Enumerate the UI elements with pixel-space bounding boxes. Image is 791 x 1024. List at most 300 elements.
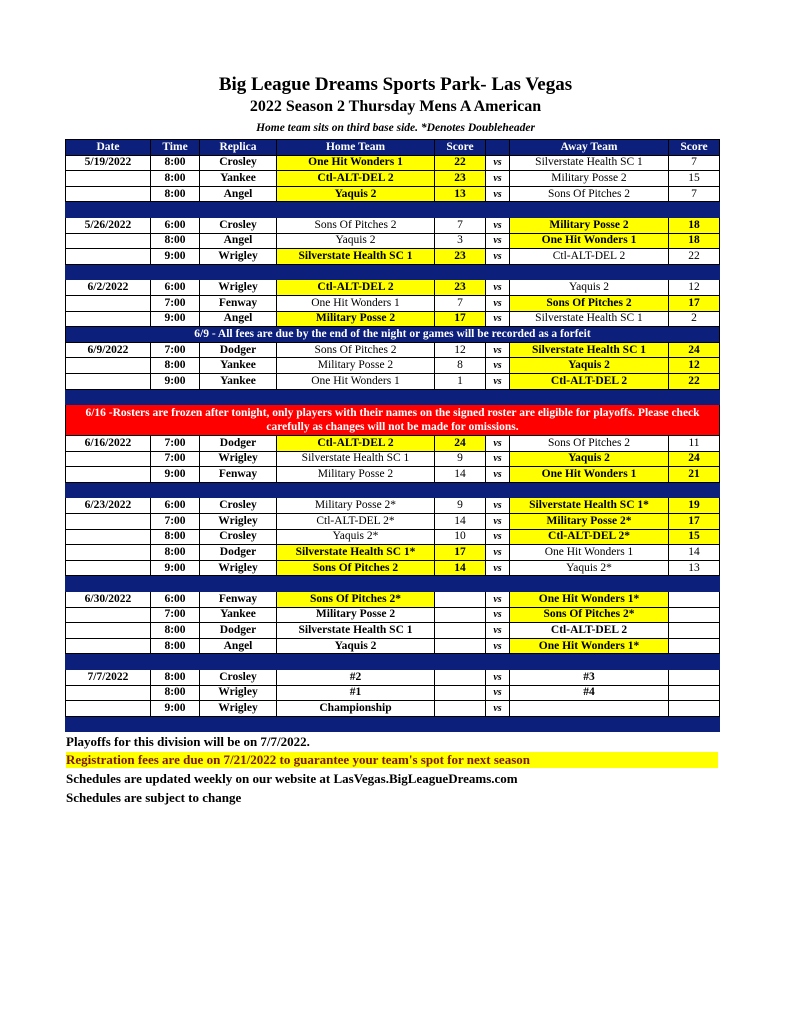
date-cell bbox=[66, 545, 151, 561]
separator-row bbox=[66, 716, 720, 732]
date-cell bbox=[66, 233, 151, 249]
separator-cell bbox=[669, 264, 720, 280]
home-team-cell: One Hit Wonders 1 bbox=[277, 373, 435, 389]
home-team-cell: One Hit Wonders 1 bbox=[277, 295, 435, 311]
separator-row bbox=[66, 482, 720, 498]
away-score-cell: 24 bbox=[669, 451, 720, 467]
home-team-cell: Championship bbox=[277, 701, 435, 717]
time-cell: 8:00 bbox=[151, 545, 200, 561]
separator-cell bbox=[277, 389, 435, 405]
vs-cell: vs bbox=[486, 171, 510, 187]
time-cell: 8:00 bbox=[151, 233, 200, 249]
home-score-cell bbox=[435, 670, 486, 686]
home-score-cell bbox=[435, 701, 486, 717]
home-score-cell: 23 bbox=[435, 249, 486, 265]
vs-cell: vs bbox=[486, 545, 510, 561]
replica-cell: Crosley bbox=[200, 498, 277, 514]
table-row bbox=[66, 295, 720, 311]
away-team-cell: Military Posse 2* bbox=[510, 514, 669, 530]
away-team-cell: One Hit Wonders 1* bbox=[510, 592, 669, 608]
separator-cell bbox=[151, 389, 200, 405]
col-header-time: Time bbox=[151, 140, 200, 156]
time-cell: 6:00 bbox=[151, 217, 200, 233]
away-score-cell bbox=[669, 592, 720, 608]
separator-cell bbox=[435, 576, 486, 592]
separator-cell bbox=[435, 482, 486, 498]
separator-cell bbox=[200, 576, 277, 592]
home-team-cell: Ctl-ALT-DEL 2* bbox=[277, 514, 435, 530]
replica-cell: Crosley bbox=[200, 217, 277, 233]
table-row bbox=[66, 467, 720, 483]
separator-cell bbox=[200, 264, 277, 280]
home-score-cell: 12 bbox=[435, 342, 486, 358]
vs-cell: vs bbox=[486, 311, 510, 327]
table-row bbox=[66, 311, 720, 327]
registration-note: Registration fees are due on 7/21/2022 to guarantee your team's spot for next season bbox=[66, 752, 718, 768]
separator-cell bbox=[200, 389, 277, 405]
time-cell: 8:00 bbox=[151, 186, 200, 202]
away-team-cell: Sons Of Pitches 2 bbox=[510, 295, 669, 311]
table-row bbox=[66, 545, 720, 561]
home-score-cell bbox=[435, 592, 486, 608]
table-row bbox=[66, 155, 720, 171]
table-row bbox=[66, 560, 720, 576]
table-row bbox=[66, 498, 720, 514]
date-cell: 5/19/2022 bbox=[66, 155, 151, 171]
away-team-cell: Military Posse 2 bbox=[510, 171, 669, 187]
separator-row bbox=[66, 576, 720, 592]
away-team-cell: Sons Of Pitches 2 bbox=[510, 186, 669, 202]
table-row bbox=[66, 685, 720, 701]
separator-cell bbox=[486, 389, 510, 405]
away-team-cell: Yaquis 2 bbox=[510, 451, 669, 467]
time-cell: 7:00 bbox=[151, 607, 200, 623]
away-score-cell: 18 bbox=[669, 217, 720, 233]
replica-cell: Yankee bbox=[200, 171, 277, 187]
home-team-cell: Sons Of Pitches 2 bbox=[277, 560, 435, 576]
away-score-cell: 7 bbox=[669, 186, 720, 202]
vs-cell: vs bbox=[486, 373, 510, 389]
roster-alert-row bbox=[66, 405, 720, 436]
col-header-home-team: Home Team bbox=[277, 140, 435, 156]
away-score-cell bbox=[669, 685, 720, 701]
home-score-cell bbox=[435, 623, 486, 639]
away-team-cell: Silverstate Health SC 1 bbox=[510, 342, 669, 358]
change-note: Schedules are subject to change bbox=[66, 790, 242, 805]
date-cell bbox=[66, 560, 151, 576]
table-row bbox=[66, 373, 720, 389]
date-cell bbox=[66, 514, 151, 530]
time-cell: 8:00 bbox=[151, 171, 200, 187]
home-score-cell bbox=[435, 607, 486, 623]
home-team-cell: Silverstate Health SC 1 bbox=[277, 623, 435, 639]
separator-cell bbox=[486, 264, 510, 280]
home-team-cell: Military Posse 2 bbox=[277, 467, 435, 483]
away-score-cell: 7 bbox=[669, 155, 720, 171]
vs-cell: vs bbox=[486, 436, 510, 452]
away-score-cell bbox=[669, 701, 720, 717]
separator-row bbox=[66, 202, 720, 218]
season-subtitle: 2022 Season 2 Thursday Mens A American bbox=[249, 98, 542, 115]
separator-cell bbox=[669, 576, 720, 592]
home-score-cell: 24 bbox=[435, 436, 486, 452]
roster-alert: 6/16 -Rosters are frozen after tonight, only players with their names on the signed roster are eligible for playoffs. Please check carefully as changes will not be made for omissions. bbox=[66, 405, 720, 436]
time-cell: 9:00 bbox=[151, 701, 200, 717]
home-team-cell: Sons Of Pitches 2* bbox=[277, 592, 435, 608]
vs-cell: vs bbox=[486, 701, 510, 717]
vs-cell: vs bbox=[486, 607, 510, 623]
away-score-cell: 22 bbox=[669, 249, 720, 265]
date-cell bbox=[66, 685, 151, 701]
away-team-cell: #4 bbox=[510, 685, 669, 701]
away-score-cell bbox=[669, 623, 720, 639]
home-score-cell bbox=[435, 685, 486, 701]
home-score-cell: 7 bbox=[435, 295, 486, 311]
home-score-cell: 14 bbox=[435, 467, 486, 483]
home-team-cell: Yaquis 2 bbox=[277, 638, 435, 654]
home-team-cell: Military Posse 2 bbox=[277, 311, 435, 327]
vs-cell: vs bbox=[486, 685, 510, 701]
time-cell: 8:00 bbox=[151, 638, 200, 654]
separator-cell bbox=[486, 716, 510, 732]
table-row bbox=[66, 701, 720, 717]
replica-cell: Wrigley bbox=[200, 280, 277, 296]
home-score-cell: 8 bbox=[435, 358, 486, 374]
date-cell bbox=[66, 311, 151, 327]
separator-cell bbox=[151, 264, 200, 280]
separator-cell bbox=[151, 482, 200, 498]
time-cell: 8:00 bbox=[151, 529, 200, 545]
replica-cell: Dodger bbox=[200, 545, 277, 561]
away-score-cell: 19 bbox=[669, 498, 720, 514]
col-header-home-score: Score bbox=[435, 140, 486, 156]
separator-row bbox=[66, 264, 720, 280]
replica-cell: Fenway bbox=[200, 295, 277, 311]
away-team-cell: Ctl-ALT-DEL 2 bbox=[510, 373, 669, 389]
col-header-date: Date bbox=[66, 140, 151, 156]
separator-cell bbox=[66, 576, 151, 592]
separator-cell bbox=[151, 716, 200, 732]
separator-cell bbox=[486, 202, 510, 218]
separator-cell bbox=[510, 389, 669, 405]
col-header-away-team: Away Team bbox=[510, 140, 669, 156]
separator-cell bbox=[510, 264, 669, 280]
separator-cell bbox=[669, 202, 720, 218]
replica-cell: Wrigley bbox=[200, 560, 277, 576]
separator-cell bbox=[66, 202, 151, 218]
table-row bbox=[66, 249, 720, 265]
date-cell: 6/9/2022 bbox=[66, 342, 151, 358]
time-cell: 7:00 bbox=[151, 514, 200, 530]
playoffs-note: Playoffs for this division will be on 7/7/2022. bbox=[66, 734, 310, 749]
separator-cell bbox=[435, 654, 486, 670]
replica-cell: Angel bbox=[200, 233, 277, 249]
separator-cell bbox=[151, 576, 200, 592]
separator-cell bbox=[510, 654, 669, 670]
schedule-body bbox=[66, 155, 720, 732]
separator-cell bbox=[277, 202, 435, 218]
date-cell bbox=[66, 373, 151, 389]
separator-cell bbox=[510, 482, 669, 498]
home-score-cell: 14 bbox=[435, 514, 486, 530]
away-team-cell: Sons Of Pitches 2 bbox=[510, 436, 669, 452]
vs-cell: vs bbox=[486, 186, 510, 202]
away-team-cell: One Hit Wonders 1 bbox=[510, 467, 669, 483]
away-team-cell bbox=[510, 701, 669, 717]
home-score-cell: 7 bbox=[435, 217, 486, 233]
separator-cell bbox=[486, 482, 510, 498]
away-score-cell: 13 bbox=[669, 560, 720, 576]
vs-cell: vs bbox=[486, 514, 510, 530]
vs-cell: vs bbox=[486, 560, 510, 576]
separator-cell bbox=[669, 654, 720, 670]
away-team-cell: Ctl-ALT-DEL 2 bbox=[510, 249, 669, 265]
date-cell bbox=[66, 701, 151, 717]
away-score-cell: 12 bbox=[669, 358, 720, 374]
home-score-cell: 17 bbox=[435, 545, 486, 561]
home-score-cell: 1 bbox=[435, 373, 486, 389]
fee-notice-row bbox=[66, 327, 720, 343]
separator-cell bbox=[510, 576, 669, 592]
separator-cell bbox=[277, 264, 435, 280]
separator-cell bbox=[200, 716, 277, 732]
time-cell: 8:00 bbox=[151, 670, 200, 686]
website-note: Schedules are updated weekly on our website at LasVegas.BigLeagueDreams.com bbox=[66, 771, 518, 786]
table-row bbox=[66, 436, 720, 452]
home-score-cell: 22 bbox=[435, 155, 486, 171]
vs-cell: vs bbox=[486, 623, 510, 639]
separator-cell bbox=[66, 264, 151, 280]
replica-cell: Yankee bbox=[200, 607, 277, 623]
home-score-cell: 17 bbox=[435, 311, 486, 327]
home-team-cell: Ctl-ALT-DEL 2 bbox=[277, 436, 435, 452]
away-team-cell: Yaquis 2 bbox=[510, 280, 669, 296]
replica-cell: Crosley bbox=[200, 529, 277, 545]
home-score-cell: 23 bbox=[435, 171, 486, 187]
replica-cell: Dodger bbox=[200, 623, 277, 639]
vs-cell: vs bbox=[486, 467, 510, 483]
replica-cell: Fenway bbox=[200, 592, 277, 608]
replica-cell: Yankee bbox=[200, 358, 277, 374]
home-team-cell: Sons Of Pitches 2 bbox=[277, 342, 435, 358]
separator-cell bbox=[669, 389, 720, 405]
away-team-cell: Sons Of Pitches 2* bbox=[510, 607, 669, 623]
away-score-cell: 17 bbox=[669, 295, 720, 311]
separator-cell bbox=[669, 482, 720, 498]
table-row bbox=[66, 592, 720, 608]
vs-cell: vs bbox=[486, 280, 510, 296]
replica-cell: Crosley bbox=[200, 670, 277, 686]
home-team-cell: One Hit Wonders 1 bbox=[277, 155, 435, 171]
replica-cell: Fenway bbox=[200, 467, 277, 483]
home-team-cell: #2 bbox=[277, 670, 435, 686]
home-team-cell: Silverstate Health SC 1 bbox=[277, 451, 435, 467]
separator-cell bbox=[200, 202, 277, 218]
date-cell bbox=[66, 249, 151, 265]
home-team-cell: Yaquis 2* bbox=[277, 529, 435, 545]
separator-cell bbox=[66, 716, 151, 732]
table-header-row bbox=[66, 140, 720, 156]
table-row bbox=[66, 529, 720, 545]
away-team-cell: Yaquis 2* bbox=[510, 560, 669, 576]
away-score-cell: 18 bbox=[669, 233, 720, 249]
away-score-cell bbox=[669, 638, 720, 654]
away-team-cell: #3 bbox=[510, 670, 669, 686]
date-cell: 6/30/2022 bbox=[66, 592, 151, 608]
replica-cell: Angel bbox=[200, 186, 277, 202]
away-team-cell: One Hit Wonders 1* bbox=[510, 638, 669, 654]
schedule-table bbox=[65, 139, 720, 732]
away-score-cell: 22 bbox=[669, 373, 720, 389]
fee-notice: 6/9 - All fees are due by the end of the night or games will be recorded as a forfeit bbox=[66, 327, 720, 343]
home-team-cell: Yaquis 2 bbox=[277, 233, 435, 249]
away-team-cell: Silverstate Health SC 1 bbox=[510, 311, 669, 327]
away-score-cell: 17 bbox=[669, 514, 720, 530]
time-cell: 6:00 bbox=[151, 280, 200, 296]
separator-cell bbox=[200, 654, 277, 670]
separator-cell bbox=[200, 482, 277, 498]
date-cell bbox=[66, 171, 151, 187]
away-team-cell: Yaquis 2 bbox=[510, 358, 669, 374]
vs-cell: vs bbox=[486, 592, 510, 608]
date-cell bbox=[66, 451, 151, 467]
vs-cell: vs bbox=[486, 358, 510, 374]
table-row bbox=[66, 623, 720, 639]
home-score-cell: 14 bbox=[435, 560, 486, 576]
home-score-cell bbox=[435, 638, 486, 654]
separator-cell bbox=[277, 576, 435, 592]
table-row bbox=[66, 186, 720, 202]
separator-cell bbox=[277, 716, 435, 732]
separator-row bbox=[66, 654, 720, 670]
table-row bbox=[66, 342, 720, 358]
table-row bbox=[66, 451, 720, 467]
home-team-cell: Ctl-ALT-DEL 2 bbox=[277, 171, 435, 187]
vs-cell: vs bbox=[486, 342, 510, 358]
col-header-replica: Replica bbox=[200, 140, 277, 156]
home-team-cell: Military Posse 2 bbox=[277, 358, 435, 374]
vs-cell: vs bbox=[486, 638, 510, 654]
separator-cell bbox=[486, 654, 510, 670]
separator-cell bbox=[510, 716, 669, 732]
col-header-away-score: Score bbox=[669, 140, 720, 156]
away-team-cell: Silverstate Health SC 1* bbox=[510, 498, 669, 514]
home-score-cell: 3 bbox=[435, 233, 486, 249]
home-score-cell: 10 bbox=[435, 529, 486, 545]
away-team-cell: Ctl-ALT-DEL 2 bbox=[510, 623, 669, 639]
separator-cell bbox=[510, 202, 669, 218]
replica-cell: Wrigley bbox=[200, 701, 277, 717]
away-team-cell: Ctl-ALT-DEL 2* bbox=[510, 529, 669, 545]
time-cell: 9:00 bbox=[151, 560, 200, 576]
home-score-cell: 9 bbox=[435, 451, 486, 467]
replica-cell: Wrigley bbox=[200, 514, 277, 530]
date-cell: 6/2/2022 bbox=[66, 280, 151, 296]
home-score-cell: 13 bbox=[435, 186, 486, 202]
time-cell: 8:00 bbox=[151, 155, 200, 171]
home-score-cell: 9 bbox=[435, 498, 486, 514]
replica-cell: Yankee bbox=[200, 373, 277, 389]
away-team-cell: One Hit Wonders 1 bbox=[510, 545, 669, 561]
separator-cell bbox=[151, 654, 200, 670]
home-team-cell: Military Posse 2 bbox=[277, 607, 435, 623]
away-score-cell: 2 bbox=[669, 311, 720, 327]
separator-cell bbox=[435, 716, 486, 732]
time-cell: 7:00 bbox=[151, 295, 200, 311]
away-team-cell: Military Posse 2 bbox=[510, 217, 669, 233]
date-cell bbox=[66, 186, 151, 202]
home-team-cell: Yaquis 2 bbox=[277, 186, 435, 202]
away-score-cell bbox=[669, 670, 720, 686]
table-row bbox=[66, 670, 720, 686]
time-cell: 9:00 bbox=[151, 311, 200, 327]
separator-cell bbox=[435, 389, 486, 405]
vs-cell: vs bbox=[486, 670, 510, 686]
separator-cell bbox=[66, 389, 151, 405]
time-cell: 8:00 bbox=[151, 685, 200, 701]
time-cell: 7:00 bbox=[151, 342, 200, 358]
home-team-cell: #1 bbox=[277, 685, 435, 701]
away-score-cell: 15 bbox=[669, 171, 720, 187]
separator-cell bbox=[151, 202, 200, 218]
date-cell: 7/7/2022 bbox=[66, 670, 151, 686]
separator-cell bbox=[277, 482, 435, 498]
separator-cell bbox=[66, 482, 151, 498]
time-cell: 8:00 bbox=[151, 623, 200, 639]
replica-cell: Dodger bbox=[200, 342, 277, 358]
away-score-cell: 14 bbox=[669, 545, 720, 561]
away-score-cell: 24 bbox=[669, 342, 720, 358]
separator-cell bbox=[435, 202, 486, 218]
replica-cell: Angel bbox=[200, 311, 277, 327]
separator-cell bbox=[277, 654, 435, 670]
table-row bbox=[66, 171, 720, 187]
separator-cell bbox=[486, 576, 510, 592]
date-cell bbox=[66, 607, 151, 623]
date-cell bbox=[66, 358, 151, 374]
away-score-cell bbox=[669, 607, 720, 623]
home-team-cell: Sons Of Pitches 2 bbox=[277, 217, 435, 233]
time-cell: 7:00 bbox=[151, 451, 200, 467]
away-score-cell: 21 bbox=[669, 467, 720, 483]
vs-cell: vs bbox=[486, 295, 510, 311]
home-team-cell: Ctl-ALT-DEL 2 bbox=[277, 280, 435, 296]
table-row bbox=[66, 280, 720, 296]
time-cell: 7:00 bbox=[151, 436, 200, 452]
table-row bbox=[66, 514, 720, 530]
time-cell: 6:00 bbox=[151, 498, 200, 514]
away-score-cell: 11 bbox=[669, 436, 720, 452]
time-cell: 9:00 bbox=[151, 249, 200, 265]
vs-cell: vs bbox=[486, 498, 510, 514]
separator-cell bbox=[669, 716, 720, 732]
col-header-vs bbox=[486, 140, 510, 156]
vs-cell: vs bbox=[486, 451, 510, 467]
table-row bbox=[66, 233, 720, 249]
away-score-cell: 12 bbox=[669, 280, 720, 296]
date-cell bbox=[66, 467, 151, 483]
table-row bbox=[66, 358, 720, 374]
table-row bbox=[66, 217, 720, 233]
vs-cell: vs bbox=[486, 155, 510, 171]
page-title: Big League Dreams Sports Park- Las Vegas bbox=[218, 74, 573, 95]
date-cell: 6/23/2022 bbox=[66, 498, 151, 514]
time-cell: 9:00 bbox=[151, 373, 200, 389]
vs-cell: vs bbox=[486, 217, 510, 233]
away-score-cell: 15 bbox=[669, 529, 720, 545]
replica-cell: Dodger bbox=[200, 436, 277, 452]
date-cell: 6/16/2022 bbox=[66, 436, 151, 452]
